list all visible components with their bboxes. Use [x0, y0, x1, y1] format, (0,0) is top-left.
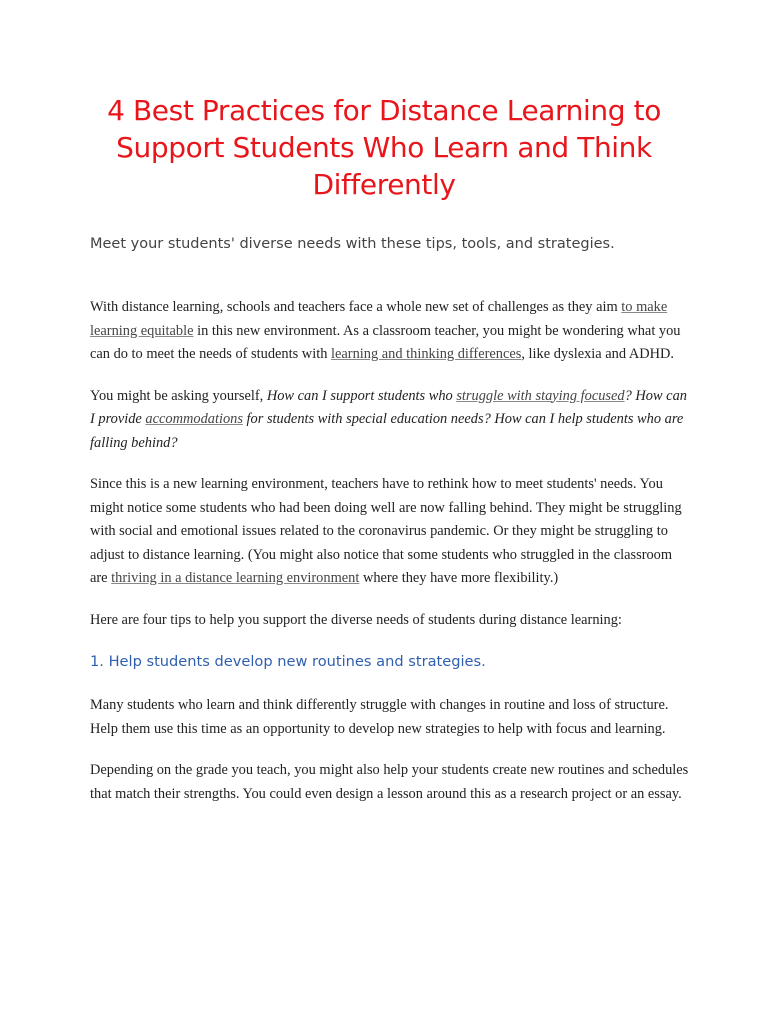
- paragraph-new-environment: [90, 473, 690, 591]
- page-title: 4 Best Practices for Distance Learning to Support Students Who Learn and Think Differently: [107, 94, 661, 201]
- link-learning-thinking-differences[interactable]: learning and thinking differences: [331, 346, 522, 362]
- link-thriving-distance-learning[interactable]: thriving in a distance learning environment: [111, 570, 360, 586]
- section-heading-1: 1. Help students develop new routines and strategies.: [90, 653, 486, 670]
- paragraph-four-tips: Here are four tips to help you support the diverse needs of students during distance learning:: [90, 611, 622, 628]
- link-make-learning-equitable[interactable]: to make learning equitable: [90, 299, 668, 339]
- paragraph-questions: [90, 385, 690, 456]
- italic-text: How can I support students who: [266, 387, 457, 404]
- paragraph-schedules: Depending on the grade you teach, you might also help your students create new routines and schedules that match their strengths. You could even design a lesson around this as a research project or an essay.: [90, 762, 689, 802]
- link-accommodations[interactable]: accommodations: [145, 411, 243, 427]
- paragraph-text: With distance learning, schools and teachers face a whole new set of challenges as they aim: [90, 299, 622, 315]
- paragraph-text: You might be asking yourself,: [90, 387, 267, 404]
- link-struggle-staying-focused[interactable]: struggle with staying focused: [456, 387, 625, 404]
- paragraph-text: in this new environment. As a classroom teacher, you might be wondering what you can do to meet the needs of students with: [90, 322, 681, 362]
- paragraph-text: where they have more flexibility.): [359, 570, 559, 586]
- paragraph-text: Since this is a new learning environment, teachers have to rethink how to meet students' needs. You might notice some students who had been doing well are now falling behind. They might be struggling with social and emotional issues related to the coronavirus pandemic. Or they might be struggling to adjust to distance learning. (You might also notice that some students who struggled in the classroom are: [90, 476, 682, 586]
- italic-text: ? How can I provide: [90, 387, 687, 427]
- paragraph-text: , like dyslexia and ADHD.: [521, 346, 675, 362]
- paragraph-intro: [90, 296, 690, 367]
- italic-text: for students with special education needs? How can I help students who are falling behind?: [90, 411, 684, 451]
- article-body: [90, 296, 690, 824]
- page-subtitle: Meet your students' diverse needs with these tips, tools, and strategies.: [90, 236, 615, 252]
- paragraph-routine: Many students who learn and think differently struggle with changes in routine and loss of structure. Help them use this time as an opportunity to develop new strategies to help with focus and learning.: [90, 697, 669, 737]
